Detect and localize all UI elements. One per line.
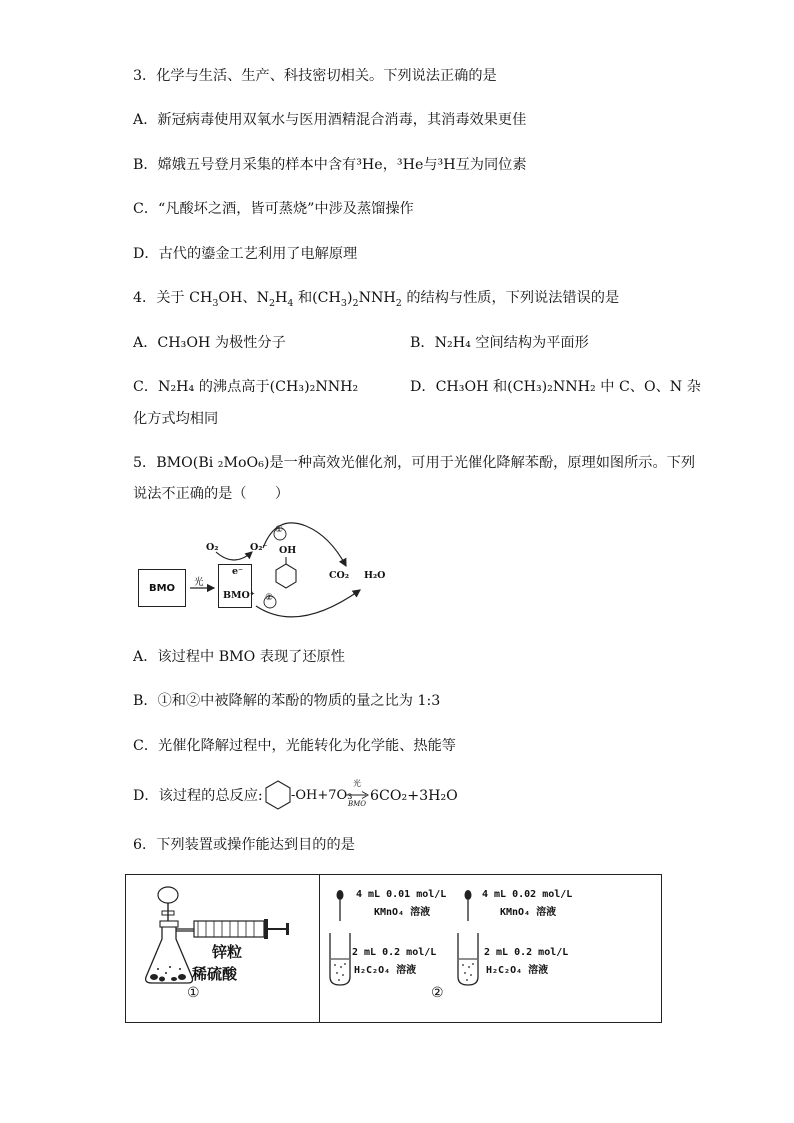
q4-option-c: C．N₂H₄ 的沸点高于(CH₃)₂NNH₂ — [133, 379, 359, 395]
q4-stem-part: 的结构与性质，下列说法错误的是 — [401, 290, 620, 306]
tube2-reagent-top-line1: 4 mL 0.02 mol/L — [482, 889, 573, 900]
q4-option-d: D．CH₃OH 和(CH₃)₂NNH₂ 中 C、O、N 杂 — [410, 379, 701, 395]
tube1-reagent-bottom-line1: 2 mL 0.2 mol/L — [352, 947, 437, 958]
q4-option-a: A．CH₃OH 为极性分子 — [133, 335, 286, 351]
tube1-reagent-bottom-line2: H₂C₂O₄ 溶液 — [354, 965, 417, 976]
q3-option-c: C．“凡酸坏之酒，皆可蒸烧”中涉及蒸馏操作 — [133, 201, 414, 217]
q4-stem: 4．关于 $CH_3OH$、$N_2H_4$ 和$(CH_3)_2NNH_2$ 的结构与性质，下列说法错误的是 — [133, 290, 620, 309]
q4-stem-part: 4．关于 CH — [133, 290, 213, 306]
q5-option-c: C．光催化降解过程中，光能转化为化学能、热能等 — [133, 738, 456, 754]
o2-label: O₂ — [206, 542, 219, 553]
q6-stem: 6．下列装置或操作能达到目的的是 — [133, 837, 355, 853]
q5-option-d-product: 6CO₂+3H₂O — [370, 788, 458, 804]
q3-option-a: A．新冠病毒使用双氧水与医用酒精混合消毒，其消毒效果更佳 — [133, 112, 527, 128]
apparatus-divider — [319, 875, 320, 1022]
q5-stem: 5．BMO(Bi ₂MoO₆)是一种高效光催化剂，可用于光催化降解苯酚，原理如图所示。下列 — [133, 455, 696, 471]
q5-option-d-reactant: -OH+7O₃ — [291, 788, 353, 803]
q5-option-b: B．①和②中被降解的苯酚的物质的量之比为 1:3 — [133, 693, 441, 709]
q4-stem-part: 和(CH — [293, 290, 341, 306]
light-label: 光 — [194, 577, 204, 588]
q4-stem-part: NNH — [358, 290, 396, 306]
q4-option-d-cont: 化方式均相同 — [133, 411, 219, 427]
q3-stem: 3．化学与生活、生产、科技密切相关。下列说法正确的是 — [133, 68, 497, 84]
oh-label: OH — [279, 545, 297, 556]
bmo-box: BMO — [138, 569, 186, 607]
o2-minus-label: O₂⁻ — [250, 542, 268, 553]
h2o-label: H₂O — [364, 570, 386, 581]
bmo-plus-label: BMO⁺ — [223, 590, 255, 601]
q5-option-d-prefix: D．该过程的总反应: — [133, 788, 263, 804]
q3-option-b: B．嫦娥五号登月采集的样本中含有³He，³He与³H互为同位素 — [133, 157, 527, 173]
q4-stem-part: H — [275, 290, 288, 306]
tube2-reagent-bottom-line2: H₂C₂O₄ 溶液 — [486, 965, 549, 976]
q4-stem-part: ) — [346, 290, 353, 306]
acid-label: 稀硫酸 — [192, 965, 238, 983]
reaction-arrow-icon — [344, 790, 370, 800]
tube1-reagent-top-line2: KMnO₄ 溶液 — [374, 907, 431, 918]
photocatalysis-diagram — [138, 520, 398, 620]
tube2-reagent-bottom-line1: 2 mL 0.2 mol/L — [484, 947, 569, 958]
circle-one-label: ① — [275, 525, 284, 535]
apparatus-two-number: ② — [431, 985, 444, 1001]
q4-stem-part: OH、N — [218, 290, 269, 306]
apparatus-one-number: ① — [187, 985, 200, 1001]
q4-option-b: B．N₂H₄ 空间结构为平面形 — [410, 335, 589, 351]
co2-label: CO₂ — [329, 570, 349, 581]
tube1-reagent-top-line1: 4 mL 0.01 mol/L — [356, 889, 447, 900]
reaction-condition-top: 光 — [353, 779, 361, 788]
reaction-condition-bottom: BMO — [347, 800, 367, 808]
circle-two-label: ② — [265, 593, 274, 603]
zinc-label: 锌粒 — [212, 943, 243, 961]
tube2-reagent-top-line2: KMnO₄ 溶液 — [500, 907, 557, 918]
q5-option-a: A．该过程中 BMO 表现了还原性 — [133, 649, 345, 665]
electron-label: e⁻ — [232, 566, 244, 577]
q5-stem-cont: 说法不正确的是（ ） — [133, 486, 290, 502]
q6-apparatus-table — [125, 874, 662, 1023]
q5-option-d — [133, 786, 263, 806]
q3-option-d: D．古代的鎏金工艺利用了电解原理 — [133, 246, 358, 262]
